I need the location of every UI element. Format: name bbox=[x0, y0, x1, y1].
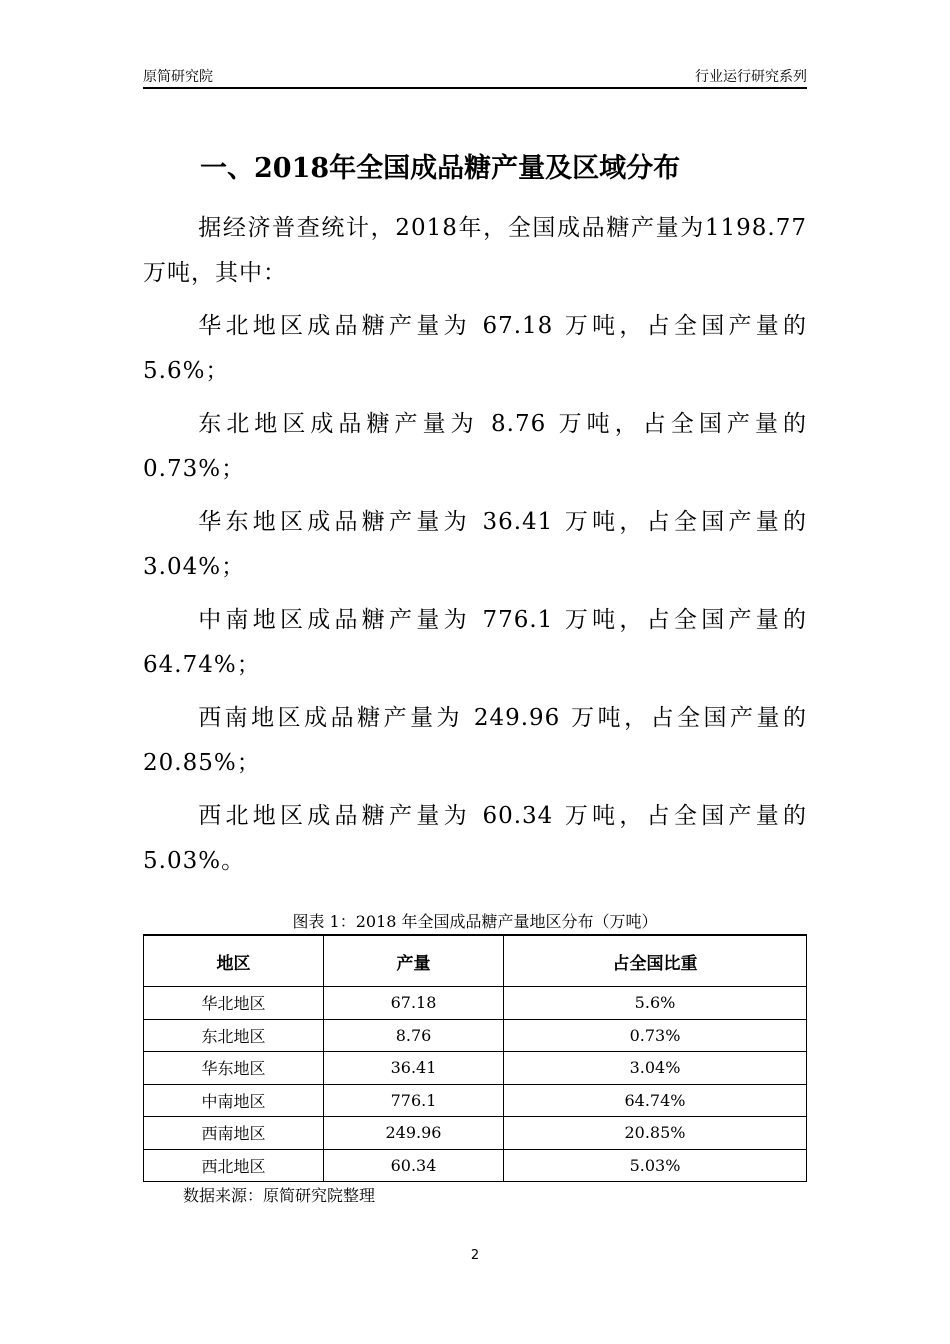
table-row bbox=[144, 1052, 807, 1085]
production-table bbox=[143, 934, 807, 1182]
cell-region: 华北地区 bbox=[144, 987, 324, 1020]
paragraph: 华东地区成品糖产量为 36.41 万吨，占全国产量的3.04%； bbox=[143, 509, 807, 580]
cell-output: 36.41 bbox=[324, 1052, 504, 1085]
column-header-share: 占全国比重 bbox=[504, 935, 807, 987]
cell-region: 西北地区 bbox=[144, 1149, 324, 1182]
cell-region: 西南地区 bbox=[144, 1117, 324, 1150]
cell-share: 5.6% bbox=[504, 987, 807, 1020]
paragraph: 西北地区成品糖产量为 60.34 万吨，占全国产量的5.03%。 bbox=[143, 803, 807, 874]
table-row bbox=[144, 1149, 807, 1182]
cell-share: 64.74% bbox=[504, 1084, 807, 1117]
cell-output: 8.76 bbox=[324, 1019, 504, 1052]
column-header-output: 产量 bbox=[324, 935, 504, 987]
section-title: 一、2018年全国成品糖产量及区域分布 bbox=[200, 153, 681, 184]
table-header-row bbox=[144, 935, 807, 987]
table-row bbox=[144, 1084, 807, 1117]
body-text bbox=[143, 206, 807, 892]
column-header-region: 地区 bbox=[144, 935, 324, 987]
paragraph: 华北地区成品糖产量为 67.18 万吨，占全国产量的5.6%； bbox=[143, 313, 807, 384]
data-source-note: 数据来源：原简研究院整理 bbox=[183, 1186, 376, 1205]
cell-share: 20.85% bbox=[504, 1117, 807, 1150]
paragraph: 中南地区成品糖产量为 776.1 万吨，占全国产量的64.74%； bbox=[143, 607, 807, 678]
cell-output: 249.96 bbox=[324, 1117, 504, 1150]
cell-share: 5.03% bbox=[504, 1149, 807, 1182]
paragraph: 西南地区成品糖产量为 249.96 万吨，占全国产量的20.85%； bbox=[143, 705, 807, 776]
cell-output: 776.1 bbox=[324, 1084, 504, 1117]
table-caption: 图表 1：2018 年全国成品糖产量地区分布（万吨） bbox=[292, 912, 658, 931]
paragraph: 据经济普查统计，2018年，全国成品糖产量为1198.77万吨，其中： bbox=[143, 215, 807, 286]
cell-share: 3.04% bbox=[504, 1052, 807, 1085]
cell-region: 华东地区 bbox=[144, 1052, 324, 1085]
paragraph: 东北地区成品糖产量为 8.76 万吨，占全国产量的0.73%； bbox=[143, 411, 807, 482]
header-left-org: 原简研究院 bbox=[143, 69, 213, 85]
header-right-series: 行业运行研究系列 bbox=[695, 69, 807, 85]
page-number: 2 bbox=[470, 1248, 480, 1263]
table-row bbox=[144, 1019, 807, 1052]
header-divider bbox=[143, 87, 807, 89]
table-row bbox=[144, 987, 807, 1020]
cell-share: 0.73% bbox=[504, 1019, 807, 1052]
table-row bbox=[144, 1117, 807, 1150]
cell-output: 60.34 bbox=[324, 1149, 504, 1182]
cell-region: 东北地区 bbox=[144, 1019, 324, 1052]
cell-output: 67.18 bbox=[324, 987, 504, 1020]
cell-region: 中南地区 bbox=[144, 1084, 324, 1117]
